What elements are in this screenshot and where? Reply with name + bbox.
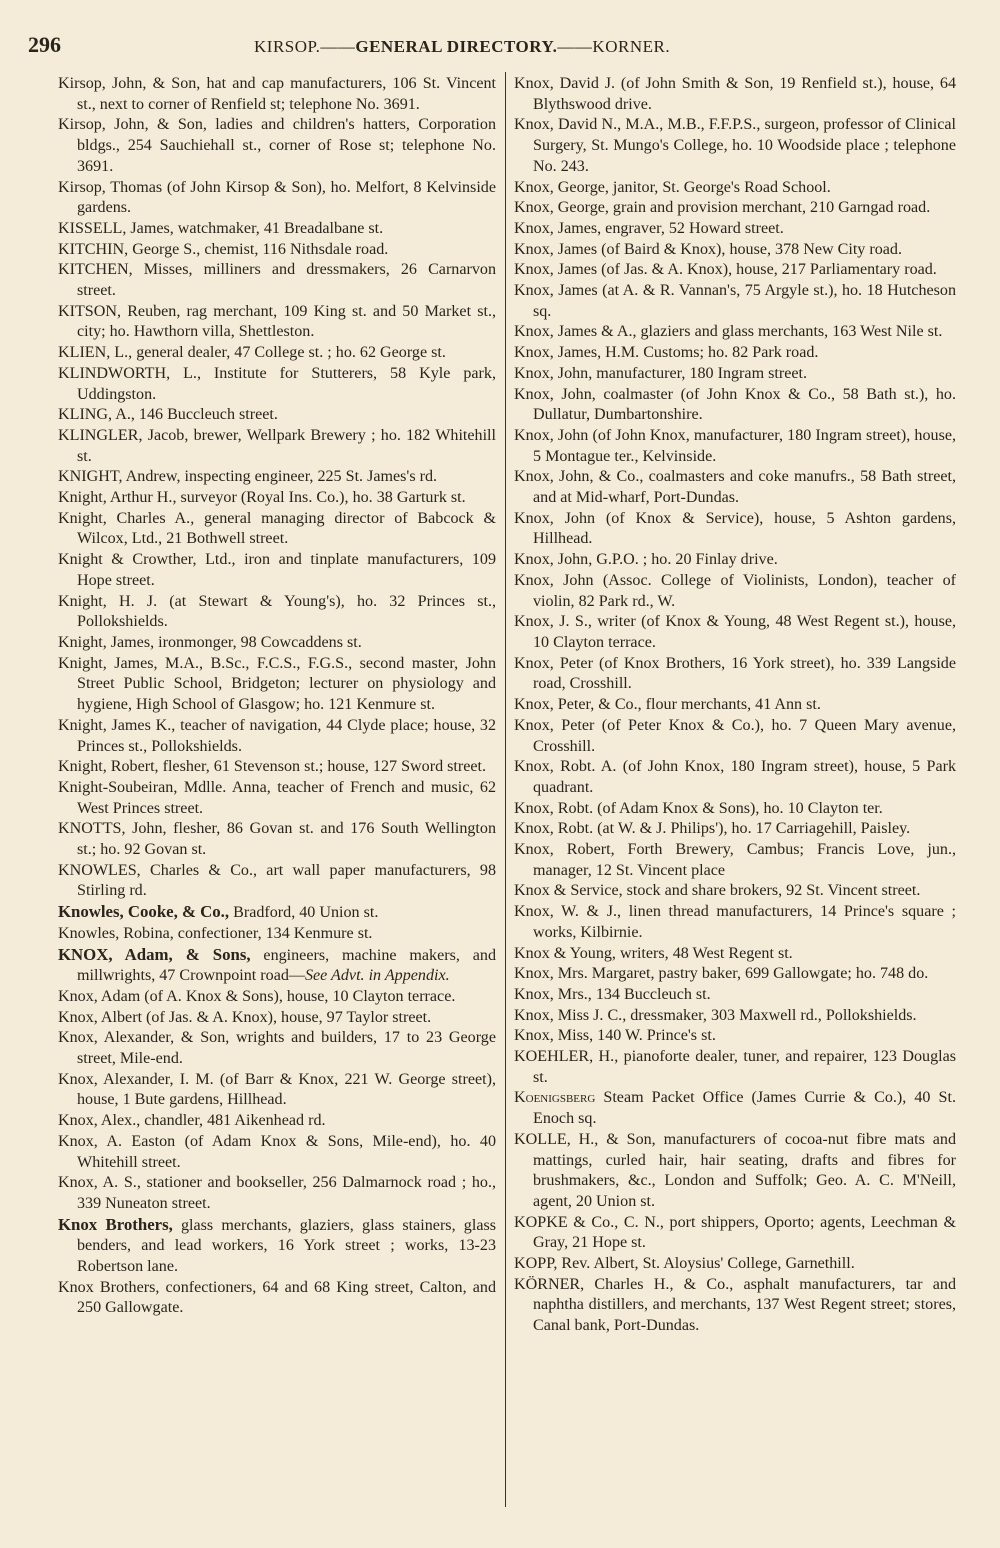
directory-entry [58, 757, 496, 778]
directory-entry [514, 364, 956, 385]
entry-text: Knox, George, grain and provision merchant, 210 Garngad road. [514, 199, 931, 217]
directory-entry [58, 426, 496, 467]
entry-text: Knox, Alexander, I. M. (of Barr & Knox, 221 W. George street), house, 1 Bute gardens, Hillhead. [58, 1070, 496, 1109]
directory-entry [514, 322, 956, 343]
entry-text: Knight, Robert, flesher, 61 Stevenson st.; house, 127 Sword street. [58, 758, 487, 776]
entry-text: KISSELL, James, watchmaker, 41 Breadalbane st. [58, 219, 384, 237]
directory-entry [58, 1173, 496, 1214]
directory-entry [58, 819, 496, 860]
page-header [0, 30, 1000, 60]
directory-entry [514, 115, 956, 177]
entry-text: Knight, Charles A., general managing director of Babcock & Wilcox, Ltd., 21 Bothwell street. [58, 509, 496, 548]
entry-text: Knox, John, manufacturer, 180 Ingram street. [514, 364, 807, 382]
running-head-sep-right: —— [557, 37, 593, 56]
directory-entry [514, 1213, 956, 1254]
entry-text: Knox, Robt. (of Adam Knox & Sons), ho. 10 Clayton ter. [514, 799, 883, 817]
entry-text: Knox, John, G.P.O. ; ho. 20 Finlay drive. [514, 551, 778, 569]
running-head-right: KORNER. [592, 37, 671, 56]
directory-entry [514, 902, 956, 943]
directory-entry [514, 757, 956, 798]
column-divider [505, 72, 506, 1507]
directory-entry [58, 488, 496, 509]
directory-entry [514, 385, 956, 426]
entry-text: Knox, Robt. A. (of John Knox, 180 Ingram street), house, 5 Park quadrant. [514, 758, 956, 796]
directory-entry [58, 861, 496, 902]
directory-entry [514, 550, 956, 571]
entry-text: KÖRNER, Charles H., & Co., asphalt manufacturers, tar and naphtha distillers, and merchants, 137 West Regent street; stores, Canal bank, Port-Dundas. [514, 1275, 956, 1335]
directory-entry [514, 426, 956, 467]
directory-entry [514, 198, 956, 219]
entry-text: KITCHIN, George S., chemist, 116 Nithsdale road. [58, 240, 389, 258]
entry-note-italic: See Advt. in Appendix. [304, 967, 450, 985]
entry-text: Knight, James, M.A., B.Sc., F.C.S., F.G.S., second master, John Street Public School, Bridgeton; lecturer on physiology and hygiene, High School of Glasgow; ho. 121 Kenmure st. [58, 654, 496, 714]
directory-entry [514, 219, 956, 240]
directory-entry [514, 281, 956, 322]
directory-entry [58, 343, 496, 364]
entry-text: KOLLE, H., & Son, manufacturers of cocoa-nut fibre mats and mattings, curled hair, hair seating, drafts and fibres for brushmakers, &c., London and Suffolk; Geo. A. C. M'Neill, agent, 20 Union st. [514, 1130, 956, 1210]
entry-text: KLINGLER, Jacob, brewer, Wellpark Brewery ; ho. 182 Whitehill st. [58, 426, 496, 465]
entry-text: KOEHLER, H., pianoforte dealer, tuner, and repairer, 123 Douglas st. [514, 1048, 956, 1086]
running-head-sep-left: —— [320, 37, 356, 56]
directory-entry [514, 74, 956, 115]
directory-entry [514, 985, 956, 1006]
directory-entry [514, 654, 956, 695]
entry-text: KITCHEN, Misses, milliners and dressmakers, 26 Carnarvon street. [58, 261, 496, 300]
entry-text: KOPP, Rev. Albert, St. Aloysius' College, Garnethill. [514, 1255, 855, 1273]
entry-text: KLINDWORTH, L., Institute for Stutterers, 58 Kyle park, Uddingston. [58, 364, 496, 403]
entry-text: glass merchants, glaziers, glass stainers, glass benders, and lead workers, 16 York street ; works, 13-23 Robertson lane. [77, 1216, 496, 1276]
entry-text: Knox, David N., M.A., M.B., F.F.P.S., surgeon, professor of Clinical Surgery, St. Mungo's College, ho. 10 Woodside place ; telephone No. 243. [514, 116, 956, 175]
directory-entry [58, 987, 496, 1008]
directory-entry [514, 1088, 956, 1129]
directory-entry [514, 819, 956, 840]
entry-text: Knox, A. S., stationer and bookseller, 256 Dalmarnock road ; ho., 339 Nuneaton street. [58, 1174, 496, 1212]
entry-text: Knox, George, janitor, St. George's Road School. [514, 178, 831, 196]
directory-entry [514, 1254, 956, 1275]
entry-text: Knight, James K., teacher of navigation, 44 Clyde place; house, 32 Princes st., Pollokshields. [58, 716, 496, 755]
entry-text: Knox, James (of Jas. & A. Knox), house, 217 Parliamentary road. [514, 261, 937, 279]
directory-entry [514, 467, 956, 508]
entry-text: KLING, A., 146 Buccleuch street. [58, 406, 278, 424]
entry-text: Knox, Peter (of Knox Brothers, 16 York street), ho. 339 Langside road, Crosshill. [514, 654, 956, 693]
entry-text: Knox, Miss, 140 W. Prince's st. [514, 1027, 716, 1045]
directory-entry [58, 178, 496, 219]
directory-entry [514, 343, 956, 364]
directory-entry [514, 240, 956, 261]
directory-entry [58, 550, 496, 591]
entry-text: Knox & Young, writers, 48 West Regent st. [514, 944, 793, 962]
directory-entry [58, 74, 496, 115]
directory-entry [514, 716, 956, 757]
entry-text: Knox, A. Easton (of Adam Knox & Sons, Mile-end), ho. 40 Whitehill street. [58, 1132, 496, 1171]
entry-text: Kirsop, John, & Son, ladies and children's hatters, Corporation bldgs., 254 Sauchiehall st., corner of Rose st; telephone No. 3691. [58, 116, 496, 175]
directory-entry [58, 115, 496, 177]
running-head [254, 37, 670, 57]
page-number: 296 [28, 32, 61, 57]
directory-entry [58, 302, 496, 343]
entry-text: Knox, J. S., writer (of Knox & Young, 48 West Regent st.), house, 10 Clayton terrace. [514, 613, 956, 651]
entry-name-bold: Knowles, Cooke, & Co., [58, 902, 230, 922]
entry-text: Knox, Alex., chandler, 481 Aikenhead rd. [58, 1112, 326, 1130]
entry-text: Knox & Service, stock and share brokers, 92 St. Vincent street. [514, 882, 921, 900]
entry-text: Knox, John (of Knox & Service), house, 5 Ashton gardens, Hillhead. [514, 509, 956, 548]
entry-text: Knox, Robert, Forth Brewery, Cambus; Francis Love, jun., manager, 12 St. Vincent place [514, 841, 956, 879]
entry-text: Knox, James, H.M. Customs; ho. 82 Park road. [514, 344, 819, 362]
directory-entry [514, 178, 956, 199]
entry-text: engineers, machine makers, and millwrights, 47 Crownpoint road— [77, 946, 496, 985]
directory-entry [58, 467, 496, 488]
entry-text: Knox, Albert (of Jas. & A. Knox), house, 97 Taylor street. [58, 1008, 432, 1026]
directory-entry [58, 260, 496, 301]
directory-entry [514, 612, 956, 653]
directory-entry [58, 1008, 496, 1029]
running-head-left: KIRSOP. [254, 37, 321, 56]
directory-entry [514, 509, 956, 550]
directory-entry [58, 945, 496, 987]
entry-name-smallcaps: Koenigsberg [514, 1089, 596, 1107]
entry-text: Knox, Robt. (at W. & J. Philips'), ho. 17 Carriagehill, Paisley. [514, 820, 911, 838]
entry-text: Knox, Peter (of Peter Knox & Co.), ho. 7 Queen Mary avenue, Crosshill. [514, 716, 956, 755]
directory-entry [58, 592, 496, 633]
entry-text: Knox, John, & Co., coalmasters and coke manufrs., 58 Bath street, and at Mid-wharf, Port-Dundas. [514, 468, 956, 507]
entry-text: Steam Packet Office (James Currie & Co.), 40 St. Enoch sq. [533, 1089, 956, 1128]
directory-entry [514, 260, 956, 281]
directory-entry [58, 219, 496, 240]
entry-text: Knox, James & A., glaziers and glass merchants, 163 West Nile st. [514, 323, 943, 341]
directory-entry [514, 1047, 956, 1088]
entry-text: Knight, H. J. (at Stewart & Young's), ho. 32 Princes st., Pollokshields. [58, 592, 496, 631]
entry-text: Knox, Mrs., 134 Buccleuch st. [514, 985, 711, 1003]
entry-text: Knox, Alexander, & Son, wrights and builders, 17 to 23 George street, Mile-end. [58, 1029, 496, 1068]
directory-entry [58, 240, 496, 261]
directory-entry [514, 1275, 956, 1337]
directory-entry [514, 944, 956, 965]
entry-text: KNIGHT, Andrew, inspecting engineer, 225 St. James's rd. [58, 468, 438, 486]
directory-entry [58, 405, 496, 426]
directory-entry [514, 799, 956, 820]
directory-entry [514, 840, 956, 881]
entry-text: Knox, John, coalmaster (of John Knox & Co., 58 Bath st.), ho. Dullatur, Dumbartonshire. [514, 385, 956, 424]
entry-text: Knox, David J. (of John Smith & Son, 19 Renfield st.), house, 64 Blythswood drive. [514, 75, 956, 113]
directory-entry [514, 1026, 956, 1047]
directory-entry [514, 1130, 956, 1213]
running-head-title: GENERAL DIRECTORY. [355, 37, 558, 56]
entry-text: KITSON, Reuben, rag merchant, 109 King st. and 50 Market st., city; ho. Hawthorn villa, Shettleston. [58, 302, 496, 341]
entry-text: Knox, James, engraver, 52 Howard street. [514, 219, 784, 237]
entry-text: Knox Brothers, confectioners, 64 and 68 King street, Calton, and 250 Gallowgate. [58, 1278, 496, 1317]
directory-entry [58, 1215, 496, 1278]
directory-entry [58, 1132, 496, 1173]
entry-text: Kirsop, Thomas (of John Kirsop & Son), ho. Melfort, 8 Kelvinside gardens. [58, 178, 496, 217]
directory-entry [58, 1278, 496, 1319]
entry-text: KNOWLES, Charles & Co., art wall paper manufacturers, 98 Stirling rd. [58, 861, 496, 900]
entry-text: Knowles, Robina, confectioner, 134 Kenmure st. [58, 924, 373, 942]
directory-entry [58, 633, 496, 654]
entry-text: KNOTTS, John, flesher, 86 Govan st. and 176 South Wellington st.; ho. 92 Govan st. [58, 820, 496, 859]
directory-entry [514, 1006, 956, 1027]
entry-text: Bradford, 40 Union st. [229, 904, 379, 922]
directory-entry [58, 778, 496, 819]
entry-text: Knox, W. & J., linen thread manufacturers, 14 Prince's square ; works, Kilbirnie. [514, 903, 956, 941]
left-column [58, 74, 496, 1319]
directory-entry [58, 1070, 496, 1111]
directory-entry [514, 695, 956, 716]
entry-text: Knight-Soubeiran, Mdlle. Anna, teacher of French and music, 62 West Princes street. [58, 778, 496, 817]
entry-text: KLIEN, L., general dealer, 47 College st. ; ho. 62 George st. [58, 344, 446, 362]
entry-text: Knight, Arthur H., surveyor (Royal Ins. Co.), ho. 38 Garturk st. [58, 489, 466, 507]
right-column [514, 74, 956, 1337]
directory-entry [58, 654, 496, 716]
directory-entry [58, 902, 496, 924]
entry-name-bold: KNOX, Adam, & Sons, [58, 944, 251, 964]
entry-text: Knox, James (at A. & R. Vannan's, 75 Argyle st.), ho. 18 Hutcheson sq. [514, 282, 956, 320]
entry-name-bold: Knox Brothers, [58, 1214, 173, 1234]
entry-text: Kirsop, John, & Son, hat and cap manufacturers, 106 St. Vincent st., next to corner of Renfield st; telephone No. 3691. [58, 75, 496, 113]
directory-entry [58, 364, 496, 405]
entry-text: Knox, John (Assoc. College of Violinists, London), teacher of violin, 82 Park rd., W. [514, 571, 956, 610]
directory-entry [514, 881, 956, 902]
entry-text: Knox, Adam (of A. Knox & Sons), house, 10 Clayton terrace. [58, 987, 456, 1005]
directory-entry [58, 509, 496, 550]
entry-text: Knox, James (of Baird & Knox), house, 378 New City road. [514, 240, 902, 258]
entry-text: Knight, James, ironmonger, 98 Cowcaddens st. [58, 633, 362, 651]
entry-text: Knox, John (of John Knox, manufacturer, 180 Ingram street), house, 5 Montague ter., Kelvinside. [514, 426, 956, 465]
directory-entry [514, 964, 956, 985]
directory-entry [58, 1028, 496, 1069]
entry-text: Knox, Mrs. Margaret, pastry baker, 699 Gallowgate; ho. 748 do. [514, 965, 929, 983]
entry-text: Knight & Crowther, Ltd., iron and tinplate manufacturers, 109 Hope street. [58, 551, 496, 589]
directory-entry [58, 716, 496, 757]
directory-entry [58, 924, 496, 945]
entry-text: KOPKE & Co., C. N., port shippers, Oporto; agents, Leechman & Gray, 21 Hope st. [514, 1213, 956, 1252]
directory-entry [58, 1111, 496, 1132]
entry-text: Knox, Miss J. C., dressmaker, 303 Maxwell rd., Pollokshields. [514, 1006, 917, 1024]
directory-entry [514, 571, 956, 612]
entry-text: Knox, Peter, & Co., flour merchants, 41 Ann st. [514, 696, 821, 714]
